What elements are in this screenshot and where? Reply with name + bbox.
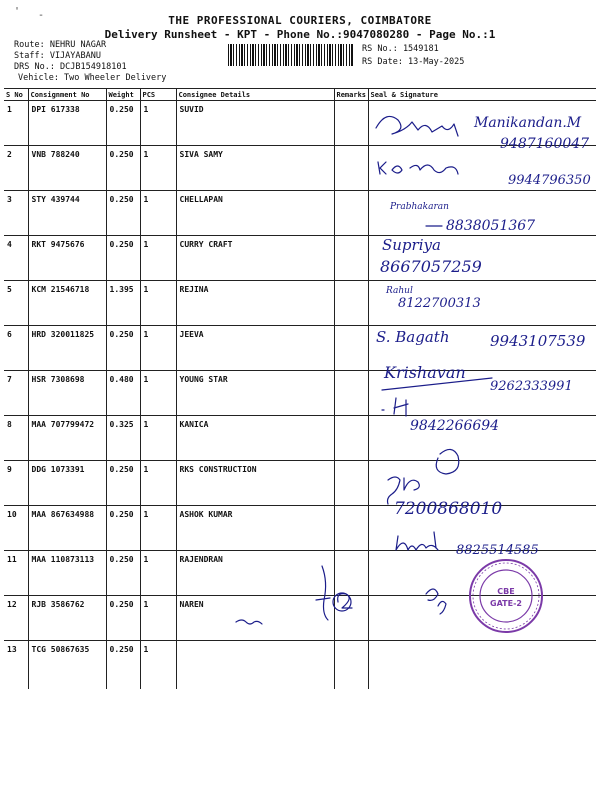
signature-scribble xyxy=(378,162,458,174)
cell-pcs: 1 xyxy=(140,191,176,236)
cell-sno: 1 xyxy=(4,101,28,146)
handwritten-text: 9262333991 xyxy=(490,379,573,394)
cell-consignment: RKT 9475676 xyxy=(28,236,106,281)
handwritten-text: Rahul xyxy=(386,286,413,296)
company-title: THE PROFESSIONAL COURIERS, COIMBATORE xyxy=(168,14,432,27)
corner-mark: ' xyxy=(14,6,21,17)
cell-consignee: RKS CONSTRUCTION xyxy=(176,461,334,506)
cell-weight: 0.250 xyxy=(106,326,140,371)
cell-consignment: HRD 320011825 xyxy=(28,326,106,371)
cell-consignee: KANICA xyxy=(176,416,334,461)
cell-weight: 0.325 xyxy=(106,416,140,461)
handwritten-text: 8825514585 xyxy=(456,543,539,558)
cell-sno: 9 xyxy=(4,461,28,506)
signature-scribble xyxy=(236,620,262,624)
cell-sno: 2 xyxy=(4,146,28,191)
handwritten-text: S. Bagath xyxy=(376,328,450,346)
rs-date: RS Date: 13-May-2025 xyxy=(362,57,465,67)
handwritten-text: 9487160047 xyxy=(500,136,590,152)
stamp-text: CBE xyxy=(497,587,515,596)
handwritten-text: 8122700313 xyxy=(398,296,481,311)
cell-pcs: 1 xyxy=(140,281,176,326)
cell-weight: 0.250 xyxy=(106,146,140,191)
col-signature: Seal & Signature xyxy=(368,89,596,101)
col-weight: Weight xyxy=(106,89,140,101)
cell-consignee: NAREN xyxy=(176,596,334,641)
cell-weight: 0.250 xyxy=(106,101,140,146)
cell-pcs: 1 xyxy=(140,506,176,551)
cell-sno: 13 xyxy=(7,645,17,654)
cell-weight: 0.250 xyxy=(106,191,140,236)
signature-scribble xyxy=(382,398,408,416)
cell-consignment: MAA 707799472 xyxy=(28,416,106,461)
cell-consignment: DDG 1073391 xyxy=(28,461,106,506)
runsheet-title: Delivery Runsheet - KPT - Phone No.:9047080280 - Page No.:1 xyxy=(104,28,496,41)
handwritten-text: 8838051367 xyxy=(446,218,536,234)
staff-label: Staff: VIJAYABANU xyxy=(14,51,101,61)
cell-consignee: RAJENDRAN xyxy=(176,551,334,596)
col-consignment: Consignment No xyxy=(28,89,106,101)
handwritten-text: 8667057259 xyxy=(380,257,482,276)
cell-consignee: SIVA SAMY xyxy=(176,146,334,191)
cell-sno: 8 xyxy=(4,416,28,461)
col-consignee: Consignee Details xyxy=(176,89,334,101)
cell-pcs: 1 xyxy=(140,326,176,371)
cell-weight: 0.250 xyxy=(106,551,140,596)
col-pcs: PCS xyxy=(140,89,176,101)
cell-consignee: JEEVA xyxy=(176,326,334,371)
handwritten-text: 7200868010 xyxy=(394,499,503,519)
cell-weight: 0.250 xyxy=(106,461,140,506)
vehicle-label: Vehicle: Two Wheeler Delivery xyxy=(18,73,167,83)
cell-consignment: MAA 110873113 xyxy=(28,551,106,596)
cell-consignee: YOUNG STAR xyxy=(176,371,334,416)
cell-consignment: TCG 50867635 xyxy=(28,641,106,690)
cell-sno: 10 xyxy=(4,506,28,551)
cell-weight: 1.395 xyxy=(106,281,140,326)
cell-consignment: HSR 7308698 xyxy=(28,371,106,416)
cell-sno: 12 xyxy=(4,596,28,641)
cell-pcs: 1 xyxy=(140,371,176,416)
cell-sno: 7 xyxy=(4,371,28,416)
cell-pcs: 1 xyxy=(140,641,176,690)
cell-weight: 0.250 xyxy=(106,596,140,641)
cell-consignment: STY 439744 xyxy=(28,191,106,236)
cell-sno: 11 xyxy=(4,551,28,596)
stamp-text: GATE-2 xyxy=(490,599,522,608)
handwritten-text: Manikandan.M xyxy=(474,115,582,131)
signature-scribble xyxy=(316,566,330,620)
handwritten-text: 9842266694 xyxy=(410,418,500,434)
cell-consignment: KCM 21546718 xyxy=(28,281,106,326)
company-stamp xyxy=(470,560,542,632)
signature-scribble xyxy=(396,532,438,550)
cell-weight: 0.250 xyxy=(106,641,140,690)
cell-pcs: 1 xyxy=(140,596,176,641)
cell-pcs: 1 xyxy=(140,101,176,146)
cell-sno: 3 xyxy=(4,191,28,236)
cell-consignment: MAA 867634988 xyxy=(28,506,106,551)
col-remarks: Remarks xyxy=(334,89,368,101)
cell-pcs: 1 xyxy=(140,146,176,191)
handwritten-text: 9943107539 xyxy=(490,332,586,350)
cell-sno: 4 xyxy=(4,236,28,281)
rs-number: RS No.: 1549181 xyxy=(362,44,439,54)
cell-consignment: DPI 617338 xyxy=(28,101,106,146)
cell-consignment: VNB 788240 xyxy=(28,146,106,191)
route-label: Route: NEHRU NAGAR xyxy=(14,40,107,50)
cell-sno: 6 xyxy=(4,326,28,371)
cell-consignment: RJB 3586762 xyxy=(28,596,106,641)
drs-label: DRS No.: DCJB154918101 xyxy=(14,62,127,72)
col-sno: S No xyxy=(4,89,28,101)
cell-pcs: 1 xyxy=(140,236,176,281)
signature-scribble xyxy=(426,589,446,614)
cell-consignee: REJINA xyxy=(176,281,334,326)
signature-scribble xyxy=(436,449,459,474)
cell-consignee: CURRY CRAFT xyxy=(176,236,334,281)
handwritten-text: Supriya xyxy=(382,236,441,254)
cell-weight: 0.250 xyxy=(106,506,140,551)
handwritten-text: Krishavan xyxy=(384,363,466,382)
cell-pcs: 1 xyxy=(140,551,176,596)
signature-scribble xyxy=(376,116,458,136)
handwritten-text: Prabhakaran xyxy=(390,202,449,212)
cell-consignee: SUVID xyxy=(176,101,334,146)
cell-weight: 0.480 xyxy=(106,371,140,416)
handwritten-text: 9944796350 xyxy=(508,173,591,188)
corner-mark: - xyxy=(38,10,45,21)
cell-consignee: ASHOK KUMAR xyxy=(176,506,334,551)
cell-consignee: CHELLAPAN xyxy=(176,191,334,236)
cell-pcs: 1 xyxy=(140,461,176,506)
cell-pcs: 1 xyxy=(140,416,176,461)
cell-sno: 5 xyxy=(4,281,28,326)
cell-weight: 0.250 xyxy=(106,236,140,281)
